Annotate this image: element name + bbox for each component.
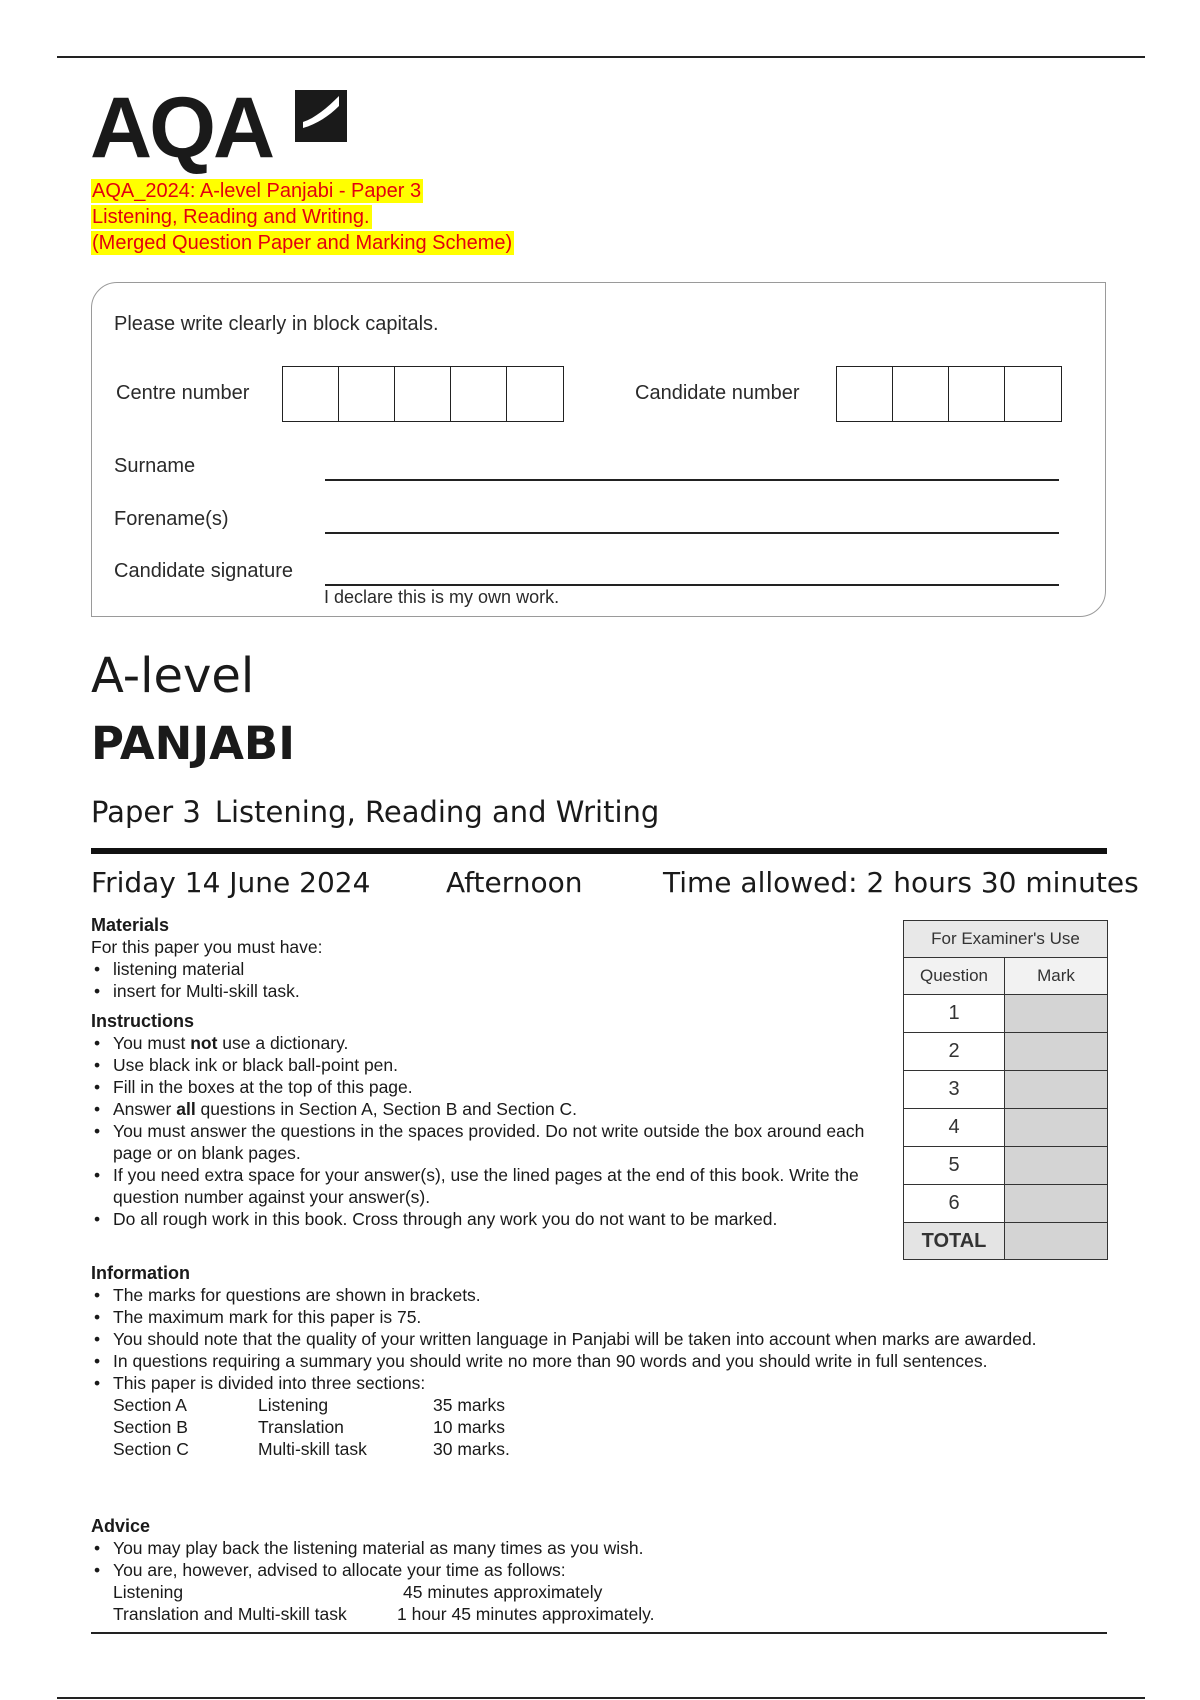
section-row <box>91 1438 1101 1460</box>
table-row <box>904 1033 1108 1071</box>
candidate-number-boxes[interactable] <box>836 366 1062 422</box>
instructions-heading: Instructions <box>91 1011 195 1031</box>
information-item: • You should note that the quality of your written language in Panjabi will be taken into account when marks are awarded. <box>91 1328 1073 1350</box>
total-mark-cell <box>1005 1223 1108 1260</box>
forenames-label: Forename(s) <box>114 508 229 530</box>
time-amount: 1 hour 45 minutes approximately. <box>397 1604 655 1624</box>
qualification-level: A-level <box>91 648 255 704</box>
instructions-section <box>91 1010 891 1230</box>
materials-heading: Materials <box>91 915 170 935</box>
time-task: Listening <box>113 1582 184 1602</box>
section-marks: 35 marks <box>433 1395 505 1415</box>
table-row <box>904 995 1108 1033</box>
mark-cell <box>1005 995 1108 1033</box>
exam-date: Friday 14 June 2024 <box>91 866 371 899</box>
section-row <box>91 1394 1101 1416</box>
information-item: • In questions requiring a summary you should write no more than 90 words and you should write in full sentences. <box>91 1350 1043 1372</box>
total-label: TOTAL <box>904 1223 1005 1260</box>
question-number: 5 <box>904 1147 1005 1185</box>
section-name: Listening <box>258 1395 329 1415</box>
title-divider <box>91 848 1107 854</box>
centre-number-digit[interactable] <box>283 367 339 421</box>
instruction-item: • Use black ink or black ball-point pen. <box>91 1054 891 1076</box>
question-number: 1 <box>904 995 1005 1033</box>
centre-number-digit[interactable] <box>451 367 507 421</box>
information-section <box>91 1262 1101 1460</box>
centre-number-label: Centre number <box>116 382 250 404</box>
instruction-item: • Answer all questions in Section A, Section B and Section C. <box>91 1098 891 1120</box>
table-row <box>904 1223 1108 1260</box>
instruction-item: • You must not use a dictionary. <box>91 1032 891 1054</box>
highlight-line-2: Listening, Reading and Writing. <box>92 206 370 228</box>
question-number: 6 <box>904 1185 1005 1223</box>
examiners-use-title: For Examiner's Use <box>904 921 1108 958</box>
instruction-item: • If you need extra space for your answer(s), use the lined pages at the end of this book. Write the question number against your answer(s). <box>91 1164 903 1208</box>
candidate-number-digit[interactable] <box>893 367 949 421</box>
materials-section <box>91 914 891 1002</box>
information-heading: Information <box>91 1263 190 1283</box>
question-column-header: Question <box>904 958 1005 995</box>
mark-cell <box>1005 1071 1108 1109</box>
subject-title: PANJABI <box>91 717 295 770</box>
candidate-number-label: Candidate number <box>635 382 800 404</box>
candidate-number-digit[interactable] <box>1005 367 1061 421</box>
aqa-logo-text: AQA <box>90 80 273 176</box>
materials-intro: For this paper you must have: <box>91 937 323 957</box>
instruction-item: • Do all rough work in this book. Cross through any work you do not want to be marked. <box>91 1208 833 1230</box>
section-row <box>91 1416 1101 1438</box>
candidate-signature-label: Candidate signature <box>114 560 294 582</box>
own-work-declaration: I declare this is my own work. <box>324 587 560 607</box>
mark-cell <box>1005 1033 1108 1071</box>
centre-number-boxes[interactable] <box>282 366 564 422</box>
information-item: • The maximum mark for this paper is 75. <box>91 1306 1101 1328</box>
table-row <box>904 1071 1108 1109</box>
centre-number-digit[interactable] <box>507 367 563 421</box>
time-amount: 45 minutes approximately <box>403 1582 603 1602</box>
instruction-item: • Fill in the boxes at the top of this page. <box>91 1076 891 1098</box>
materials-item: • listening material <box>91 958 891 980</box>
mark-cell <box>1005 1147 1108 1185</box>
examiners-use-table <box>903 920 1108 1260</box>
surname-label: Surname <box>114 455 196 477</box>
section-name: Translation <box>258 1417 344 1437</box>
section-marks: 30 marks. <box>433 1439 510 1459</box>
advice-item: • You are, however, advised to allocate your time as follows: <box>91 1559 1101 1581</box>
table-row <box>904 1185 1108 1223</box>
information-item: • This paper is divided into three sections: <box>91 1372 1101 1394</box>
section-marks: 10 marks <box>433 1417 505 1437</box>
time-row <box>91 1581 1101 1603</box>
candidate-details-box <box>91 282 1106 617</box>
question-number: 3 <box>904 1071 1005 1109</box>
highlight-line-3: (Merged Question Paper and Marking Scheme) <box>92 232 513 254</box>
advice-item: • You may play back the listening material as many times as you wish. <box>91 1537 1101 1559</box>
section-name: Multi-skill task <box>258 1439 367 1459</box>
question-number: 2 <box>904 1033 1005 1071</box>
surname-field[interactable] <box>325 479 1059 481</box>
page-bottom-rule <box>57 1697 1145 1699</box>
paper-number: Paper 3 <box>91 795 201 829</box>
centre-number-digit[interactable] <box>339 367 395 421</box>
section-id: Section B <box>113 1417 188 1437</box>
time-allowed: Time allowed: 2 hours 30 minutes <box>663 866 1139 899</box>
section-id: Section C <box>113 1439 189 1459</box>
page-top-rule <box>57 56 1145 58</box>
paper-name: Listening, Reading and Writing <box>214 795 660 829</box>
aqa-logo-mark-icon <box>293 88 349 144</box>
advice-section <box>91 1515 1101 1625</box>
section-id: Section A <box>113 1395 187 1415</box>
instruction-item: • You must answer the questions in the spaces provided. Do not write outside the box around each page or on blank pages. <box>91 1120 891 1164</box>
paper-title <box>91 795 659 829</box>
block-capitals-instruction: Please write clearly in block capitals. <box>114 313 439 335</box>
time-row <box>91 1603 1101 1625</box>
time-task: Translation and Multi-skill task <box>113 1604 347 1624</box>
advice-heading: Advice <box>91 1516 151 1536</box>
information-item: • The marks for questions are shown in brackets. <box>91 1284 1101 1306</box>
candidate-number-digit[interactable] <box>837 367 893 421</box>
table-row <box>904 1109 1108 1147</box>
candidate-number-digit[interactable] <box>949 367 1005 421</box>
content-bottom-rule <box>91 1632 1107 1634</box>
mark-cell <box>1005 1185 1108 1223</box>
exam-session: Afternoon <box>446 866 583 899</box>
forenames-field[interactable] <box>325 532 1059 534</box>
candidate-signature-field[interactable] <box>325 584 1059 586</box>
mark-column-header: Mark <box>1005 958 1108 995</box>
materials-item: • insert for Multi-skill task. <box>91 980 891 1002</box>
mark-cell <box>1005 1109 1108 1147</box>
table-row <box>904 1147 1108 1185</box>
question-number: 4 <box>904 1109 1005 1147</box>
highlight-line-1: AQA_2024: A-level Panjabi - Paper 3 <box>92 180 422 202</box>
centre-number-digit[interactable] <box>395 367 451 421</box>
